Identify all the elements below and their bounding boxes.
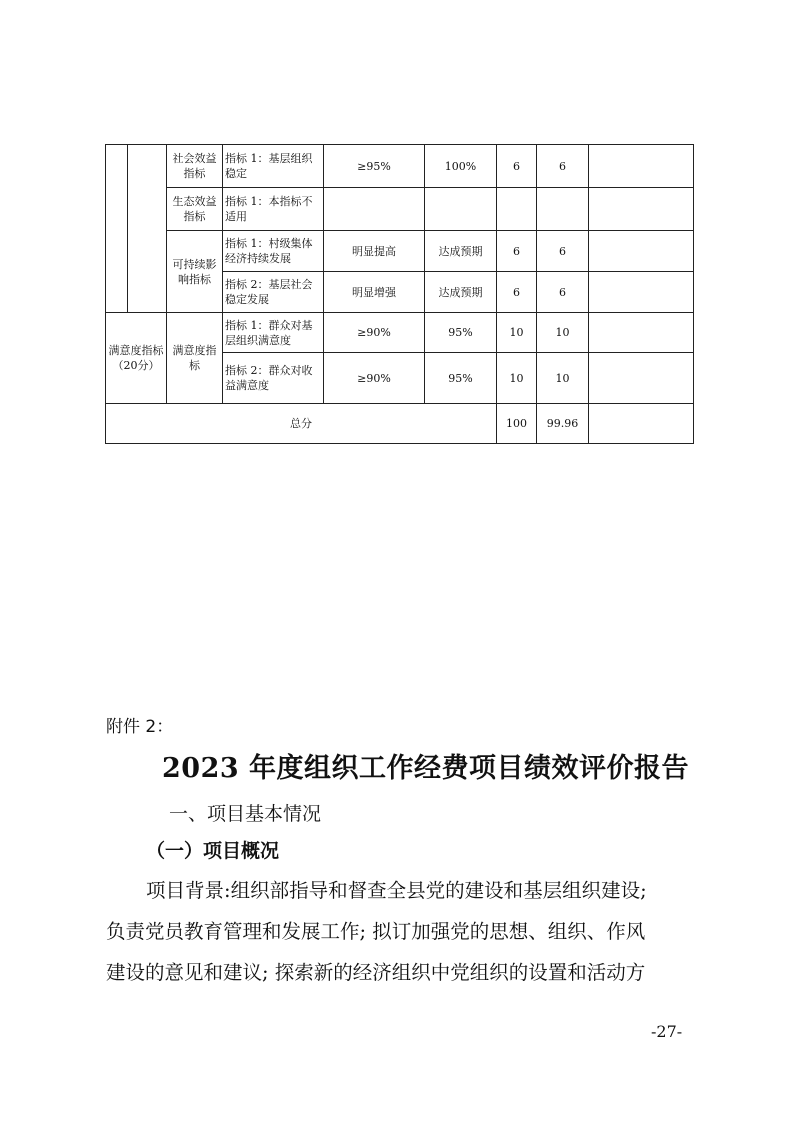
score-cell: 6 [537,231,589,272]
score-cell: 6 [537,272,589,313]
weight-cell: 10 [497,313,537,353]
target-cell: 明显提高 [324,231,425,272]
note-cell [589,353,694,404]
indicator-cell: 指标 1：基层组织稳定 [223,145,324,188]
sub-indicator-cell: 社会效益指标 [167,145,223,188]
body-paragraph [106,870,696,993]
score-cell [537,188,589,231]
paragraph-line: 项目背景:组织部指导和督查全县党的建设和基层组织建设; [146,879,647,902]
weight-cell: 6 [497,145,537,188]
actual-cell: 95% [425,313,497,353]
note-cell [589,404,694,444]
total-label: 总分 [106,404,497,444]
subsection-heading: （一）项目概况 [146,840,280,862]
weight-cell: 6 [497,272,537,313]
table-row [106,188,694,231]
note-cell [589,188,694,231]
table-row [106,313,694,353]
performance-indicator-table [105,144,694,444]
score-cell: 10 [537,313,589,353]
total-score: 99.96 [537,404,589,444]
actual-cell [425,188,497,231]
actual-cell: 达成预期 [425,231,497,272]
actual-cell: 100% [425,145,497,188]
indicator-cell: 指标 1：本指标不适用 [223,188,324,231]
annex-label: 附件 2： [106,717,174,737]
category-cell: 满意度指标（20分） [106,313,167,404]
weight-cell: 6 [497,231,537,272]
paragraph-line: 建设的意见和建议; 探索新的经济组织中党组织的设置和活动方 [106,961,646,984]
level2-cell [128,145,167,313]
report-title: 2023 年度组织工作经费项目绩效评价报告 [162,753,690,784]
page-number: -27- [651,1022,683,1041]
total-row [106,404,694,444]
note-cell [589,313,694,353]
target-cell: ≥90% [324,313,425,353]
score-cell: 6 [537,145,589,188]
actual-cell: 95% [425,353,497,404]
score-cell: 10 [537,353,589,404]
paragraph-line: 负责党员教育管理和发展工作; 拟订加强党的思想、组织、作风 [106,920,646,943]
target-cell: ≥90% [324,353,425,404]
total-weight: 100 [497,404,537,444]
indicator-cell: 指标 2：基层社会稳定发展 [223,272,324,313]
section-heading: 一、项目基本情况 [169,803,322,825]
sub-indicator-cell: 可持续影响指标 [167,231,223,313]
level1-cell [106,145,128,313]
indicator-cell: 指标 1：群众对基层组织满意度 [223,313,324,353]
note-cell [589,145,694,188]
sub-indicator-cell: 生态效益指标 [167,188,223,231]
indicator-cell: 指标 2：群众对收益满意度 [223,353,324,404]
target-cell: ≥95% [324,145,425,188]
target-cell [324,188,425,231]
weight-cell: 10 [497,353,537,404]
weight-cell [497,188,537,231]
note-cell [589,272,694,313]
indicator-cell: 指标 1：村级集体经济持续发展 [223,231,324,272]
table-row [106,145,694,188]
actual-cell: 达成预期 [425,272,497,313]
table-row [106,231,694,272]
note-cell [589,231,694,272]
target-cell: 明显增强 [324,272,425,313]
sub-indicator-cell: 满意度指标 [167,313,223,404]
